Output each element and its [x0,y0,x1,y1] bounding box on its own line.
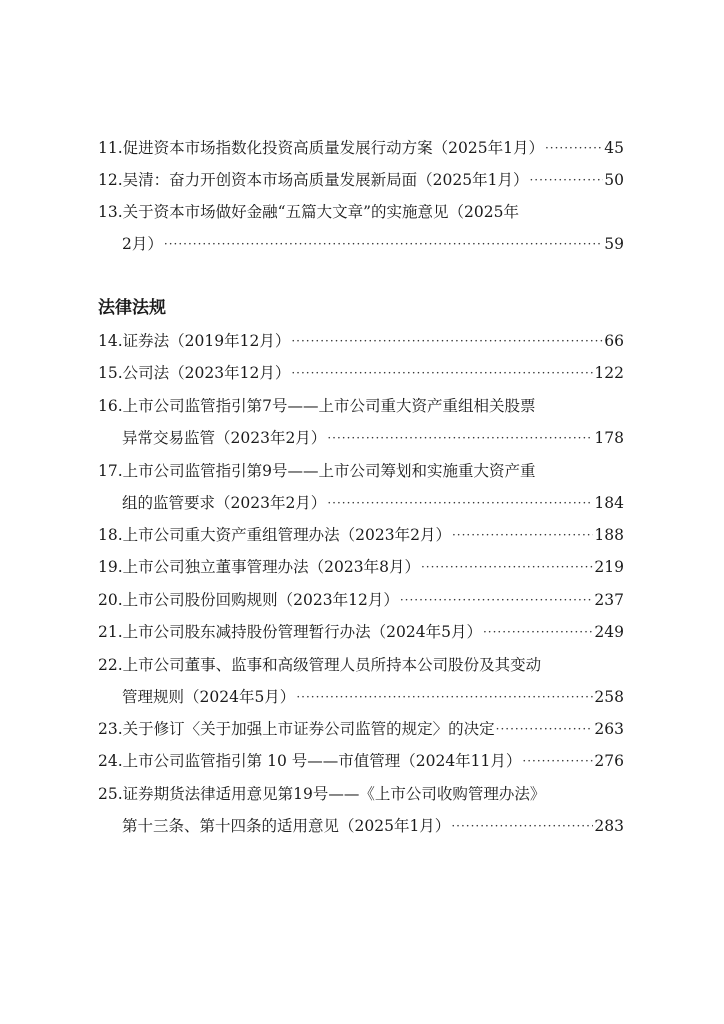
entry-page-number: 45 [604,139,624,157]
entry-title-continuation: 异常交易监管（2023年2月） [122,429,327,447]
entry-page-number: 178 [594,429,624,447]
toc-entry-25[interactable] [98,780,624,808]
entry-page-number: 50 [604,171,624,189]
toc-entry-24[interactable] [98,747,624,775]
toc-entry-17-continuation[interactable] [122,489,624,517]
toc-entry-15[interactable] [98,359,624,387]
entry-title: 关于修订〈关于加强上市证券公司监管的规定〉的决定 [122,720,495,738]
entry-number: 19. [98,558,123,576]
toc-entry-13[interactable] [98,198,624,226]
entry-number: 25. [98,785,123,803]
toc-entry-22[interactable] [98,651,624,679]
entry-number: 24. [98,752,123,770]
entry-page-number: 283 [594,817,624,835]
toc-entry-19[interactable] [98,553,624,581]
entry-number: 11. [98,139,123,157]
entry-number: 13. [98,203,123,221]
entry-title: 上市公司重大资产重组管理办法（2023年2月） [122,526,451,544]
entry-title: 上市公司股份回购规则（2023年12月） [122,591,399,609]
entry-page-number: 237 [594,591,624,609]
dot-leader [496,715,594,743]
dot-leader [545,134,603,162]
entry-number: 23. [98,720,123,738]
entry-title-continuation: 第十三条、第十四条的适用意见（2025年1月） [122,817,451,835]
entry-page-number: 249 [594,623,624,641]
toc-entry-17[interactable] [98,457,624,485]
entry-title: 上市公司监管指引第 10 号——市值管理（2024年11月） [122,752,522,770]
dot-leader [296,683,593,711]
toc-entry-16[interactable] [98,392,624,420]
entry-number: 21. [98,623,123,641]
entry-title: 促进资本市场指数化投资高质量发展行动方案（2025年1月） [122,139,544,157]
entry-title: 吴清：奋力开创资本市场高质量发展新局面（2025年1月） [122,171,529,189]
entry-page-number: 263 [594,720,624,738]
dot-leader [522,747,593,775]
dot-leader [291,359,593,387]
toc-entry-13-continuation[interactable] [122,230,624,258]
toc-entry-16-continuation[interactable] [122,424,624,452]
toc-entry-20[interactable] [98,586,624,614]
entry-number: 20. [98,591,123,609]
entry-page-number: 66 [604,332,624,350]
toc-entry-12[interactable] [98,166,624,194]
entry-title: 证券期货法律适用意见第19号——《上市公司收购管理办法》 [122,785,546,803]
entry-title: 上市公司监管指引第9号——上市公司筹划和实施重大资产重 [122,462,536,480]
entry-title: 关于资本市场做好金融“五篇大文章”的实施意见（2025年 [122,203,519,221]
entry-page-number: 258 [594,688,624,706]
entry-title: 上市公司股东减持股份管理暂行办法（2024年5月） [122,623,482,641]
toc-entry-21[interactable] [98,618,624,646]
toc-entry-22-continuation[interactable] [122,683,624,711]
dot-leader [400,586,594,614]
entry-number: 15. [98,364,123,382]
entry-number: 12. [98,171,123,189]
dot-leader [291,327,603,355]
toc-entry-25-continuation[interactable] [122,812,624,840]
entry-page-number: 59 [604,235,624,253]
toc-entry-18[interactable] [98,521,624,549]
dot-leader [452,521,593,549]
entry-title: 上市公司监管指引第7号——上市公司重大资产重组相关股票 [122,397,536,415]
dot-leader [451,812,593,840]
entry-number: 18. [98,526,123,544]
dot-leader [529,166,603,194]
entry-number: 17. [98,462,123,480]
dot-leader [327,424,593,452]
entry-page-number: 219 [594,558,624,576]
entry-number: 22. [98,656,123,674]
dot-leader [164,230,603,258]
entry-title: 上市公司独立董事管理办法（2023年8月） [122,558,420,576]
section-heading: 法律法规 [98,298,166,318]
entry-page-number: 276 [594,752,624,770]
entry-title-continuation: 2月） [122,235,163,253]
toc-entry-23[interactable] [98,715,624,743]
entry-page-number: 184 [594,494,624,512]
dot-leader [483,618,593,646]
toc-entry-14[interactable] [98,327,624,355]
entry-page-number: 122 [594,364,624,382]
entry-title: 上市公司董事、监事和高级管理人员所持本公司股份及其变动 [122,656,542,674]
entry-title-continuation: 组的监管要求（2023年2月） [122,494,327,512]
entry-number: 14. [98,332,123,350]
toc-entry-11[interactable] [98,134,624,162]
dot-leader [421,553,593,581]
entry-page-number: 188 [594,526,624,544]
entry-title: 证券法（2019年12月） [122,332,291,350]
entry-number: 16. [98,397,123,415]
dot-leader [327,489,593,517]
entry-title: 公司法（2023年12月） [122,364,291,382]
entry-title-continuation: 管理规则（2024年5月） [122,688,296,706]
